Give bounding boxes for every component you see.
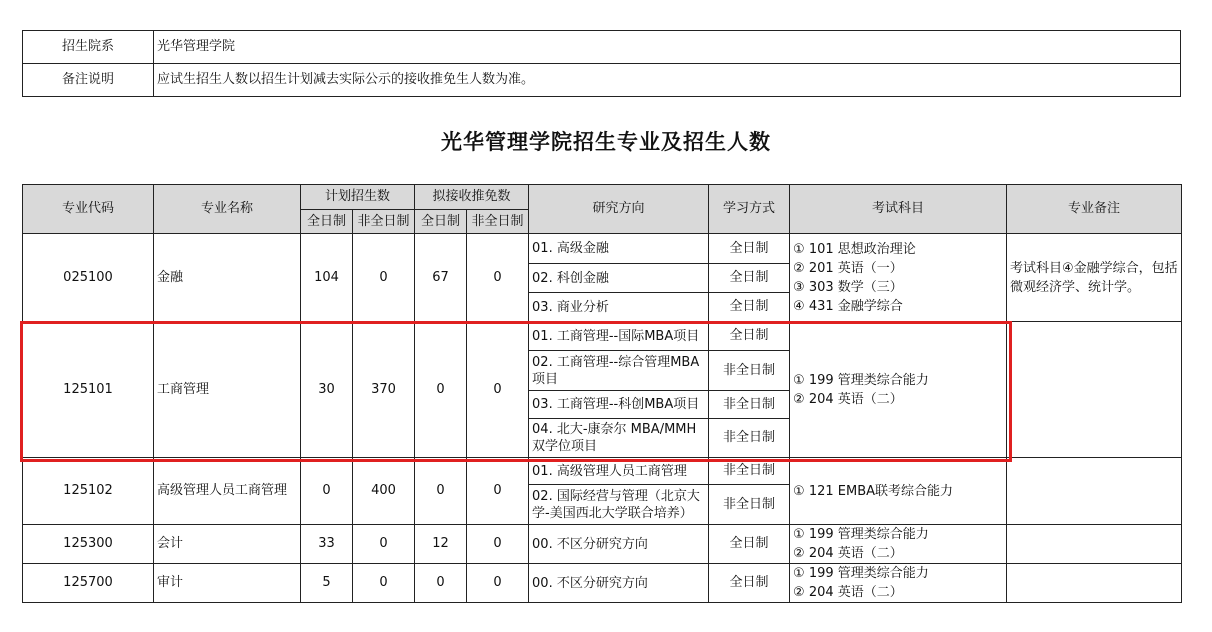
page-title: 光华管理学院招生专业及招生人数 [441, 130, 771, 154]
major-name: 会计 [154, 525, 301, 564]
major-remark [1007, 564, 1182, 603]
direction-name: 02. 工商管理--综合管理MBA项目 [529, 351, 709, 391]
study-mode: 全日制 [709, 564, 790, 603]
plan-full: 5 [301, 564, 353, 603]
exam-subjects [790, 525, 1007, 564]
direction-name: 02. 国际经营与管理（北京大学-美国西北大学联合培养） [529, 485, 709, 525]
major-remark [1007, 458, 1182, 525]
exempt-full: 67 [415, 234, 467, 322]
header-plan-part: 非全日制 [353, 210, 415, 234]
exam-subjects [790, 458, 1007, 525]
table-row [23, 234, 1182, 264]
table-row [23, 322, 1182, 351]
header-code: 专业代码 [23, 185, 154, 234]
plan-full: 104 [301, 234, 353, 322]
header-exempt-part: 非全日制 [467, 210, 529, 234]
major-name: 高级管理人员工商管理 [154, 458, 301, 525]
exempt-part: 0 [467, 458, 529, 525]
study-mode: 全日制 [709, 525, 790, 564]
header-row-1 [23, 185, 1182, 210]
header-direction: 研究方向 [529, 185, 709, 234]
exam-subject: ② 204 英语（二） [793, 585, 903, 600]
major-remark: 考试科目④金融学综合，包括微观经济学、统计学。 [1007, 234, 1182, 322]
exempt-part: 0 [467, 525, 529, 564]
plan-part: 0 [353, 525, 415, 564]
info-table [22, 30, 1181, 97]
study-mode: 全日制 [709, 264, 790, 293]
note-label: 备注说明 [23, 64, 154, 97]
plan-full: 0 [301, 458, 353, 525]
exam-subjects [790, 322, 1007, 458]
study-mode: 非全日制 [709, 485, 790, 525]
major-name: 金融 [154, 234, 301, 322]
header-name: 专业名称 [154, 185, 301, 234]
major-code: 025100 [23, 234, 154, 322]
exam-subject: ① 199 管理类综合能力 [793, 566, 929, 581]
exam-subject: ② 204 英语（二） [793, 391, 903, 407]
table-row [23, 458, 1182, 485]
dept-value: 光华管理学院 [154, 31, 1181, 64]
study-mode: 全日制 [709, 234, 790, 264]
plan-part: 0 [353, 234, 415, 322]
exam-subject: ③ 303 数学（三） [793, 279, 903, 295]
table-row [23, 564, 1182, 603]
exam-subject: ② 204 英语（二） [793, 546, 903, 561]
major-remark [1007, 322, 1182, 458]
info-row-dept [23, 31, 1181, 64]
major-code: 125102 [23, 458, 154, 525]
direction-name: 01. 高级金融 [529, 234, 709, 264]
major-code: 125101 [23, 322, 154, 458]
direction-name: 03. 商业分析 [529, 293, 709, 322]
direction-name: 04. 北大-康奈尔 MBA/MMH 双学位项目 [529, 419, 709, 458]
direction-name: 00. 不区分研究方向 [529, 564, 709, 603]
table-row [23, 525, 1182, 564]
plan-full: 33 [301, 525, 353, 564]
exam-subject: ① 101 思想政治理论 [793, 241, 916, 257]
plan-full: 30 [301, 322, 353, 458]
header-mode: 学习方式 [709, 185, 790, 234]
exam-subject: ① 199 管理类综合能力 [793, 527, 929, 542]
plan-part: 0 [353, 564, 415, 603]
study-mode: 非全日制 [709, 458, 790, 485]
dept-label: 招生院系 [23, 31, 154, 64]
exempt-full: 12 [415, 525, 467, 564]
major-code: 125300 [23, 525, 154, 564]
enrollment-table [22, 184, 1182, 603]
study-mode: 全日制 [709, 293, 790, 322]
direction-name: 01. 高级管理人员工商管理 [529, 458, 709, 485]
direction-name: 01. 工商管理--国际MBA项目 [529, 322, 709, 351]
exam-subject: ② 201 英语（一） [793, 260, 903, 276]
info-row-note [23, 64, 1181, 97]
exam-subjects [790, 234, 1007, 322]
header-plan: 计划招生数 [301, 185, 415, 210]
exam-subject: ① 121 EMBA联考综合能力 [793, 483, 954, 499]
direction-name: 00. 不区分研究方向 [529, 525, 709, 564]
exempt-full: 0 [415, 322, 467, 458]
exempt-full: 0 [415, 564, 467, 603]
study-mode: 全日制 [709, 322, 790, 351]
exempt-full: 0 [415, 458, 467, 525]
direction-name: 02. 科创金融 [529, 264, 709, 293]
header-exempt: 拟接收推免数 [415, 185, 529, 210]
direction-name: 03. 工商管理--科创MBA项目 [529, 391, 709, 419]
header-subjects: 考试科目 [790, 185, 1007, 234]
study-mode: 非全日制 [709, 391, 790, 419]
exempt-part: 0 [467, 322, 529, 458]
major-remark [1007, 525, 1182, 564]
exempt-part: 0 [467, 234, 529, 322]
header-remark: 专业备注 [1007, 185, 1182, 234]
exam-subject: ① 199 管理类综合能力 [793, 372, 929, 388]
major-code: 125700 [23, 564, 154, 603]
exempt-part: 0 [467, 564, 529, 603]
study-mode: 非全日制 [709, 419, 790, 458]
header-plan-full: 全日制 [301, 210, 353, 234]
note-value: 应试生招生人数以招生计划减去实际公示的接收推免生人数为准。 [154, 64, 1181, 97]
plan-part: 400 [353, 458, 415, 525]
major-name: 审计 [154, 564, 301, 603]
plan-part: 370 [353, 322, 415, 458]
major-name: 工商管理 [154, 322, 301, 458]
exam-subject: ④ 431 金融学综合 [793, 298, 903, 314]
exam-subjects [790, 564, 1007, 603]
header-exempt-full: 全日制 [415, 210, 467, 234]
study-mode: 非全日制 [709, 351, 790, 391]
